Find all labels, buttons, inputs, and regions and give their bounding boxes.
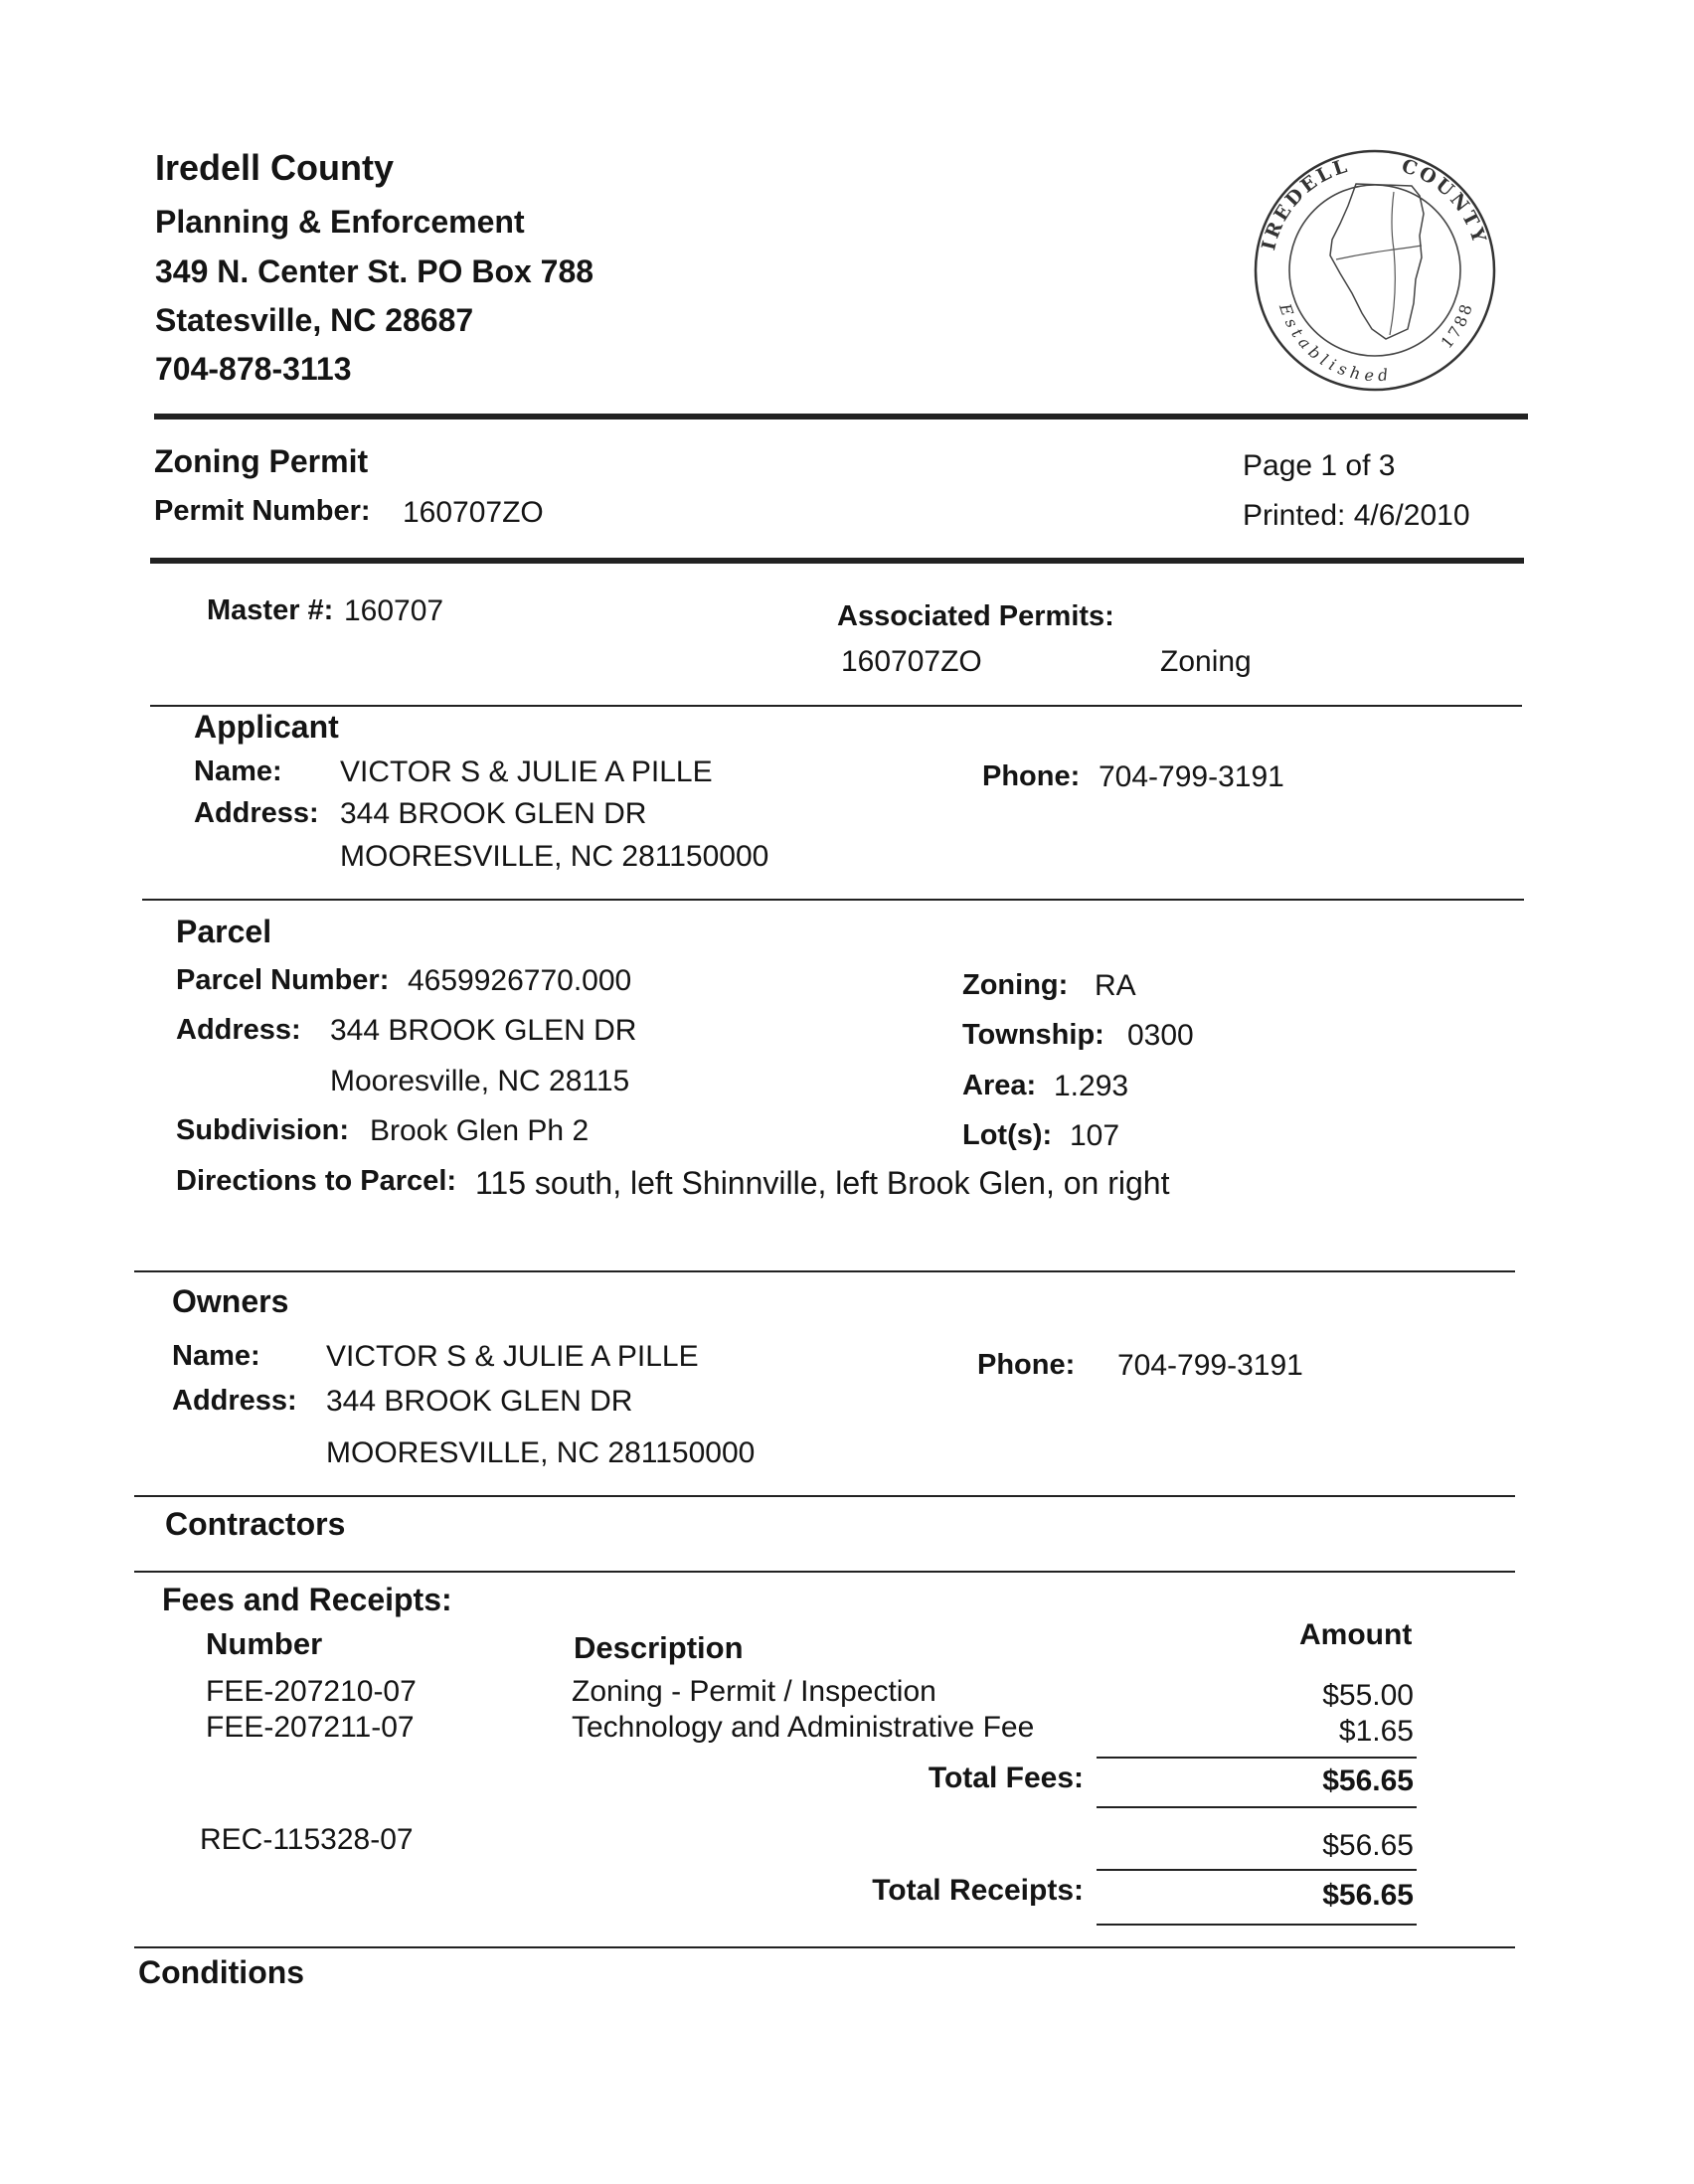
owner-address-label: Address: (172, 1385, 297, 1417)
agency-address-line2: Statesville, NC 28687 (155, 302, 474, 338)
fees-col-amount: Amount (1299, 1618, 1413, 1651)
parcel-address-label: Address: (176, 1014, 301, 1046)
parcel-address-line1: 344 BROOK GLEN DR (330, 1014, 637, 1047)
fees-heading: Fees and Receipts: (162, 1582, 452, 1617)
owner-phone: 704-799-3191 (1117, 1349, 1303, 1382)
associated-permit-number: 160707ZO (841, 645, 982, 678)
township-label: Township: (962, 1019, 1104, 1051)
subdivision-label: Subdivision: (176, 1114, 349, 1146)
permit-divider (150, 558, 1524, 564)
county-seal-logo (1245, 144, 1505, 397)
svg-text:COUNTY (1399, 155, 1491, 249)
owner-address-line2: MOORESVILLE, NC 281150000 (326, 1436, 756, 1469)
township-value: 0300 (1127, 1019, 1194, 1052)
section-divider (134, 1946, 1515, 1948)
applicant-phone-label: Phone: (982, 760, 1081, 792)
svg-text:1788 (1437, 299, 1476, 352)
owner-address-line1: 344 BROOK GLEN DR (326, 1385, 633, 1418)
total-fees-amount: $56.65 (1322, 1764, 1414, 1797)
owner-name-label: Name: (172, 1340, 260, 1372)
applicant-name-label: Name: (194, 756, 282, 787)
seal-text-established: Established (1275, 300, 1395, 386)
agency-name: Iredell County (155, 147, 395, 188)
parcel-address-line2: Mooresville, NC 28115 (330, 1065, 630, 1097)
receipt-amount: $56.65 (1322, 1829, 1414, 1862)
associated-permit-type: Zoning (1160, 645, 1252, 678)
owner-name: VICTOR S & JULIE A PILLE (326, 1340, 699, 1373)
applicant-phone: 704-799-3191 (1099, 760, 1284, 793)
applicant-address-label: Address: (194, 797, 319, 829)
fee-row-2-number: FEE-207211-07 (206, 1711, 415, 1744)
owner-phone-label: Phone: (977, 1349, 1076, 1381)
parcel-heading: Parcel (176, 914, 272, 949)
conditions-heading: Conditions (138, 1954, 305, 1990)
associated-permits-label: Associated Permits: (837, 600, 1114, 632)
fees-col-description: Description (574, 1630, 744, 1665)
fee-row-2-amount: $1.65 (1338, 1715, 1414, 1748)
section-divider (134, 1571, 1515, 1573)
master-number: 160707 (344, 594, 444, 627)
svg-text:IREDELL (1258, 154, 1352, 252)
total-receipts-bottom-rule (1097, 1924, 1417, 1926)
section-divider (142, 899, 1524, 901)
section-divider (134, 1270, 1515, 1272)
lots-value: 107 (1070, 1119, 1120, 1152)
zoning-label: Zoning: (962, 969, 1069, 1001)
lots-label: Lot(s): (962, 1119, 1053, 1151)
fee-row-1-amount: $55.00 (1322, 1679, 1414, 1712)
permit-number-label: Permit Number: (154, 495, 371, 527)
contractors-heading: Contractors (165, 1506, 346, 1542)
total-receipts-label: Total Receipts: (872, 1874, 1084, 1907)
master-label: Master #: (207, 594, 334, 626)
page-indicator: Page 1 of 3 (1243, 449, 1396, 482)
receipt-number: REC-115328-07 (200, 1823, 414, 1856)
agency-phone: 704-878-3113 (155, 351, 352, 387)
agency-address-line1: 349 N. Center St. PO Box 788 (155, 253, 594, 289)
fee-row-1-number: FEE-207210-07 (206, 1675, 417, 1708)
applicant-address-line1: 344 BROOK GLEN DR (340, 797, 647, 830)
total-fees-top-rule (1097, 1757, 1417, 1759)
fees-col-number: Number (206, 1626, 323, 1661)
printed-date: Printed: 4/6/2010 (1243, 499, 1470, 532)
agency-department: Planning & Enforcement (155, 204, 525, 240)
permit-title: Zoning Permit (154, 443, 369, 479)
parcel-number: 4659926770.000 (408, 964, 632, 997)
permit-number: 160707ZO (403, 496, 544, 529)
section-divider (150, 705, 1522, 707)
seal-text-year: 1788 (1437, 299, 1477, 353)
fee-row-2-description: Technology and Administrative Fee (572, 1711, 1035, 1744)
seal-text-iredell: IREDELL (1258, 154, 1353, 252)
total-fees-label: Total Fees: (928, 1762, 1084, 1794)
section-divider (134, 1495, 1515, 1497)
zoning-value: RA (1095, 969, 1136, 1002)
total-receipts-top-rule (1097, 1869, 1417, 1871)
directions: 115 south, left Shinnville, left Brook Glen, on right (475, 1165, 1170, 1201)
area-label: Area: (962, 1070, 1037, 1101)
applicant-address-line2: MOORESVILLE, NC 281150000 (340, 840, 769, 873)
svg-text:Established (1275, 300, 1394, 385)
header-divider (154, 414, 1528, 420)
parcel-number-label: Parcel Number: (176, 964, 390, 996)
directions-label: Directions to Parcel: (176, 1165, 457, 1197)
seal-text-county: COUNTY (1399, 154, 1491, 249)
applicant-heading: Applicant (194, 709, 339, 745)
applicant-name: VICTOR S & JULIE A PILLE (340, 756, 713, 788)
area-value: 1.293 (1054, 1070, 1129, 1102)
owners-heading: Owners (172, 1283, 289, 1319)
total-receipts-amount: $56.65 (1322, 1879, 1414, 1912)
subdivision: Brook Glen Ph 2 (370, 1114, 590, 1147)
fee-row-1-description: Zoning - Permit / Inspection (572, 1675, 936, 1708)
total-fees-bottom-rule (1097, 1806, 1417, 1808)
